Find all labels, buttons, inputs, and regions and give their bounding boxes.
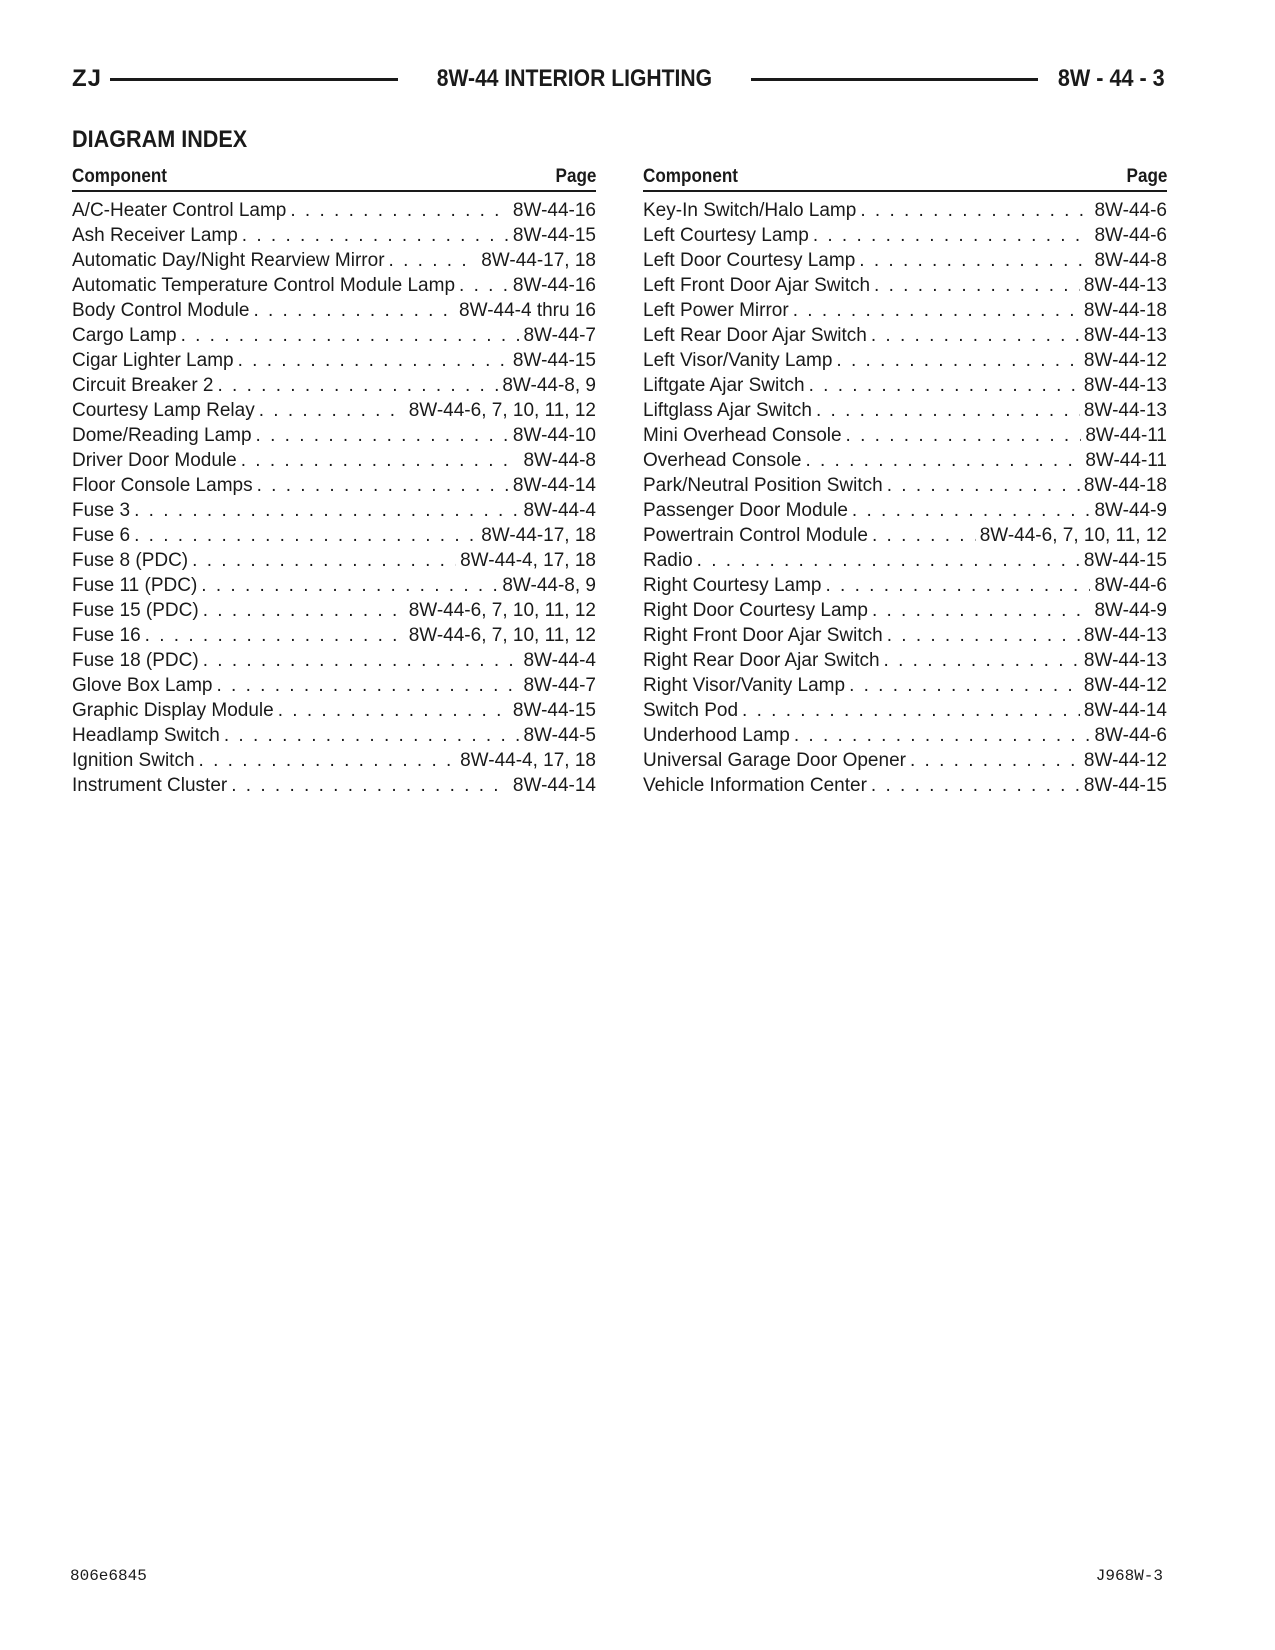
index-entry bbox=[72, 448, 596, 473]
dot-leader bbox=[241, 448, 520, 473]
dot-leader bbox=[813, 223, 1091, 248]
component-name: Glove Box Lamp bbox=[72, 675, 213, 696]
dot-leader bbox=[887, 623, 1080, 648]
index-entry bbox=[643, 273, 1167, 298]
dot-leader bbox=[794, 723, 1091, 748]
column-header bbox=[643, 164, 1167, 192]
page-reference: 8W-44-13 bbox=[1083, 625, 1167, 646]
index-entry bbox=[643, 348, 1167, 373]
page-reference: 8W-44-7 bbox=[523, 675, 596, 696]
page-reference: 8W-44-17, 18 bbox=[481, 250, 596, 271]
header-rule-right bbox=[751, 78, 1039, 81]
footer-image-code: 806e6845 bbox=[70, 1567, 147, 1585]
page-reference: 8W-44-5 bbox=[523, 725, 596, 746]
page-reference: 8W-44-9 bbox=[1094, 500, 1167, 521]
index-entry bbox=[643, 473, 1167, 498]
index-entry bbox=[643, 223, 1167, 248]
index-entry bbox=[72, 673, 596, 698]
dot-leader bbox=[201, 573, 498, 598]
index-entry bbox=[72, 248, 596, 273]
component-name: Graphic Display Module bbox=[72, 700, 274, 721]
index-entry bbox=[72, 223, 596, 248]
dot-leader bbox=[134, 523, 477, 548]
index-entry bbox=[72, 723, 596, 748]
index-entry bbox=[643, 748, 1167, 773]
index-entry bbox=[72, 298, 596, 323]
component-name: Cargo Lamp bbox=[72, 325, 177, 346]
component-name: Fuse 11 (PDC) bbox=[72, 575, 198, 596]
component-name: Key-In Switch/Halo Lamp bbox=[643, 200, 857, 221]
page-reference: 8W-44-16 bbox=[512, 200, 596, 221]
dot-leader bbox=[872, 523, 976, 548]
page-header bbox=[72, 62, 1165, 96]
dot-leader bbox=[257, 473, 509, 498]
component-name: Underhood Lamp bbox=[643, 725, 790, 746]
page-reference: 8W-44-6, 7, 10, 11, 12 bbox=[979, 525, 1167, 546]
component-name: Ignition Switch bbox=[72, 750, 195, 771]
dot-leader bbox=[256, 423, 509, 448]
page-reference: 8W-44-11 bbox=[1085, 450, 1167, 471]
index-entry bbox=[72, 498, 596, 523]
page-reference: 8W-44-4 bbox=[523, 500, 596, 521]
dot-leader bbox=[259, 398, 405, 423]
index-entry bbox=[643, 773, 1167, 798]
dot-leader bbox=[199, 748, 457, 773]
component-name: Vehicle Information Center bbox=[643, 775, 867, 796]
component-name: Left Rear Door Ajar Switch bbox=[643, 325, 867, 346]
dot-leader bbox=[389, 248, 478, 273]
dot-leader bbox=[872, 598, 1091, 623]
component-name: Left Power Mirror bbox=[643, 300, 789, 321]
index-entry bbox=[72, 423, 596, 448]
index-entry bbox=[643, 448, 1167, 473]
section-title: 8W-44 INTERIOR LIGHTING bbox=[436, 65, 712, 92]
component-name: Right Visor/Vanity Lamp bbox=[643, 675, 846, 696]
dot-leader bbox=[887, 473, 1080, 498]
dot-leader bbox=[290, 198, 509, 223]
page-reference: 8W-44-15 bbox=[512, 350, 596, 371]
dot-leader bbox=[134, 498, 519, 523]
page-heading: Page bbox=[555, 166, 596, 187]
page-reference: 8W-44-14 bbox=[512, 475, 596, 496]
page-reference: 8W-44-9 bbox=[1094, 600, 1167, 621]
index-entry bbox=[643, 523, 1167, 548]
dot-leader bbox=[816, 398, 1080, 423]
page-reference: 8W-44-10 bbox=[512, 425, 596, 446]
page-reference: 8W-44-14 bbox=[1083, 700, 1167, 721]
component-name: Park/Neutral Position Switch bbox=[643, 475, 883, 496]
page-reference: 8W-44-18 bbox=[1083, 300, 1167, 321]
index-entry bbox=[643, 298, 1167, 323]
index-entry bbox=[72, 373, 596, 398]
component-name: Fuse 15 (PDC) bbox=[72, 600, 199, 621]
dot-leader bbox=[192, 548, 456, 573]
page-reference: 8W-44-8 bbox=[523, 450, 596, 471]
dot-leader bbox=[871, 773, 1080, 798]
index-entry bbox=[643, 673, 1167, 698]
index-entry bbox=[643, 423, 1167, 448]
index-rows bbox=[643, 198, 1167, 798]
component-name: Cigar Lighter Lamp bbox=[72, 350, 234, 371]
dot-leader bbox=[203, 648, 520, 673]
page-reference: 8W-44-6 bbox=[1094, 200, 1167, 221]
dot-leader bbox=[238, 348, 509, 373]
diagram-index-title: DIAGRAM INDEX bbox=[72, 126, 248, 153]
index-entry bbox=[72, 348, 596, 373]
index-entry bbox=[72, 198, 596, 223]
component-name: Passenger Door Module bbox=[643, 500, 848, 521]
index-entry bbox=[643, 373, 1167, 398]
index-entry bbox=[643, 248, 1167, 273]
dot-leader bbox=[231, 773, 509, 798]
page-reference: 8W-44-15 bbox=[1083, 550, 1167, 571]
index-column-right bbox=[643, 164, 1167, 798]
component-name: Liftgate Ajar Switch bbox=[643, 375, 805, 396]
page-reference: 8W-44-6 bbox=[1094, 725, 1167, 746]
column-header bbox=[72, 164, 596, 192]
index-column-left bbox=[72, 164, 596, 798]
index-entry bbox=[72, 273, 596, 298]
dot-leader bbox=[181, 323, 520, 348]
dot-leader bbox=[859, 248, 1090, 273]
index-entry bbox=[643, 198, 1167, 223]
page-reference: 8W-44-15 bbox=[1083, 775, 1167, 796]
component-name: Body Control Module bbox=[72, 300, 250, 321]
component-name: Dome/Reading Lamp bbox=[72, 425, 252, 446]
component-name: Automatic Temperature Control Module Lamp bbox=[72, 275, 456, 296]
page-reference: 8W-44-8, 9 bbox=[502, 575, 596, 596]
index-entry bbox=[643, 398, 1167, 423]
index-entry bbox=[643, 573, 1167, 598]
component-name: Liftglass Ajar Switch bbox=[643, 400, 812, 421]
component-name: Left Front Door Ajar Switch bbox=[643, 275, 871, 296]
page-reference: 8W-44-18 bbox=[1083, 475, 1167, 496]
component-name: Courtesy Lamp Relay bbox=[72, 400, 255, 421]
dot-leader bbox=[242, 223, 509, 248]
component-name: Right Rear Door Ajar Switch bbox=[643, 650, 880, 671]
component-name: Fuse 3 bbox=[72, 500, 131, 521]
page-reference: 8W-44-15 bbox=[512, 700, 596, 721]
index-entry bbox=[72, 398, 596, 423]
component-name: Fuse 8 (PDC) bbox=[72, 550, 189, 571]
index-entry bbox=[643, 723, 1167, 748]
page-reference: 8W-44-11 bbox=[1085, 425, 1167, 446]
component-name: Headlamp Switch bbox=[72, 725, 220, 746]
component-name: Fuse 18 (PDC) bbox=[72, 650, 199, 671]
dot-leader bbox=[849, 673, 1080, 698]
dot-leader bbox=[846, 423, 1082, 448]
component-name: Floor Console Lamps bbox=[72, 475, 253, 496]
page-reference: 8W-44-13 bbox=[1083, 375, 1167, 396]
index-entry bbox=[643, 598, 1167, 623]
index-entry bbox=[643, 623, 1167, 648]
component-heading: Component bbox=[643, 166, 738, 187]
footer-figure-code: J968W-3 bbox=[1095, 1567, 1163, 1585]
dot-leader bbox=[871, 323, 1080, 348]
index-entry bbox=[72, 623, 596, 648]
index-entry bbox=[72, 473, 596, 498]
component-name: Automatic Day/Night Rearview Mirror bbox=[72, 250, 385, 271]
page-reference: 8W-44-12 bbox=[1083, 750, 1167, 771]
index-entry bbox=[643, 698, 1167, 723]
dot-leader bbox=[459, 273, 509, 298]
page-reference: 8W-44-4 thru 16 bbox=[459, 300, 596, 321]
dot-leader bbox=[825, 573, 1090, 598]
index-entry bbox=[72, 748, 596, 773]
page-reference: 8W-44-16 bbox=[512, 275, 596, 296]
page-reference: 8W-44-13 bbox=[1083, 275, 1167, 296]
component-name: Fuse 16 bbox=[72, 625, 141, 646]
index-entry bbox=[643, 548, 1167, 573]
index-entry bbox=[72, 573, 596, 598]
dot-leader bbox=[253, 298, 455, 323]
page-number: 8W - 44 - 3 bbox=[1058, 65, 1165, 92]
component-heading: Component bbox=[72, 166, 167, 187]
dot-leader bbox=[145, 623, 405, 648]
page-reference: 8W-44-6, 7, 10, 11, 12 bbox=[408, 625, 596, 646]
dot-leader bbox=[742, 698, 1080, 723]
dot-leader bbox=[910, 748, 1080, 773]
page-reference: 8W-44-13 bbox=[1083, 400, 1167, 421]
page-reference: 8W-44-6 bbox=[1094, 225, 1167, 246]
component-name: Left Courtesy Lamp bbox=[643, 225, 809, 246]
page-reference: 8W-44-4, 17, 18 bbox=[460, 750, 596, 771]
index-entry bbox=[72, 523, 596, 548]
index-entry bbox=[643, 323, 1167, 348]
index-entry bbox=[643, 648, 1167, 673]
dot-leader bbox=[224, 723, 520, 748]
dot-leader bbox=[809, 373, 1080, 398]
dot-leader bbox=[874, 273, 1080, 298]
component-name: Driver Door Module bbox=[72, 450, 237, 471]
page-reference: 8W-44-17, 18 bbox=[481, 525, 596, 546]
index-entry bbox=[72, 323, 596, 348]
component-name: Right Front Door Ajar Switch bbox=[643, 625, 883, 646]
component-name: Overhead Console bbox=[643, 450, 802, 471]
page-reference: 8W-44-6 bbox=[1094, 575, 1167, 596]
page-reference: 8W-44-13 bbox=[1083, 325, 1167, 346]
component-name: Right Courtesy Lamp bbox=[643, 575, 822, 596]
page-reference: 8W-44-4 bbox=[523, 650, 596, 671]
index-entry bbox=[72, 773, 596, 798]
page-reference: 8W-44-6, 7, 10, 11, 12 bbox=[408, 400, 596, 421]
index-entry bbox=[72, 548, 596, 573]
dot-leader bbox=[805, 448, 1081, 473]
component-name: Radio bbox=[643, 550, 693, 571]
index-entry bbox=[72, 598, 596, 623]
page-reference: 8W-44-8, 9 bbox=[502, 375, 596, 396]
dot-leader bbox=[884, 648, 1080, 673]
page-reference: 8W-44-12 bbox=[1083, 350, 1167, 371]
page-heading: Page bbox=[1126, 166, 1167, 187]
component-name: Right Door Courtesy Lamp bbox=[643, 600, 868, 621]
index-rows bbox=[72, 198, 596, 798]
page-reference: 8W-44-12 bbox=[1083, 675, 1167, 696]
component-name: Powertrain Control Module bbox=[643, 525, 868, 546]
index-entry bbox=[72, 648, 596, 673]
component-name: A/C-Heater Control Lamp bbox=[72, 200, 287, 221]
component-name: Fuse 6 bbox=[72, 525, 131, 546]
component-name: Ash Receiver Lamp bbox=[72, 225, 238, 246]
dot-leader bbox=[697, 548, 1080, 573]
page-reference: 8W-44-4, 17, 18 bbox=[460, 550, 596, 571]
page-reference: 8W-44-15 bbox=[512, 225, 596, 246]
header-rule-left bbox=[110, 78, 398, 81]
dot-leader bbox=[860, 198, 1090, 223]
component-name: Instrument Cluster bbox=[72, 775, 228, 796]
dot-leader bbox=[793, 298, 1080, 323]
model-code: ZJ bbox=[72, 65, 103, 92]
dot-leader bbox=[836, 348, 1080, 373]
component-name: Left Door Courtesy Lamp bbox=[643, 250, 856, 271]
component-name: Circuit Breaker 2 bbox=[72, 375, 214, 396]
index-entry bbox=[643, 498, 1167, 523]
page-reference: 8W-44-6, 7, 10, 11, 12 bbox=[408, 600, 596, 621]
component-name: Universal Garage Door Opener bbox=[643, 750, 906, 771]
component-name: Left Visor/Vanity Lamp bbox=[643, 350, 833, 371]
dot-leader bbox=[203, 598, 405, 623]
dot-leader bbox=[278, 698, 509, 723]
page-reference: 8W-44-7 bbox=[523, 325, 596, 346]
dot-leader bbox=[216, 673, 519, 698]
page-reference: 8W-44-14 bbox=[512, 775, 596, 796]
component-name: Mini Overhead Console bbox=[643, 425, 842, 446]
component-name: Switch Pod bbox=[643, 700, 739, 721]
dot-leader bbox=[852, 498, 1091, 523]
dot-leader bbox=[218, 373, 499, 398]
index-entry bbox=[72, 698, 596, 723]
page-reference: 8W-44-8 bbox=[1094, 250, 1167, 271]
page-reference: 8W-44-13 bbox=[1083, 650, 1167, 671]
